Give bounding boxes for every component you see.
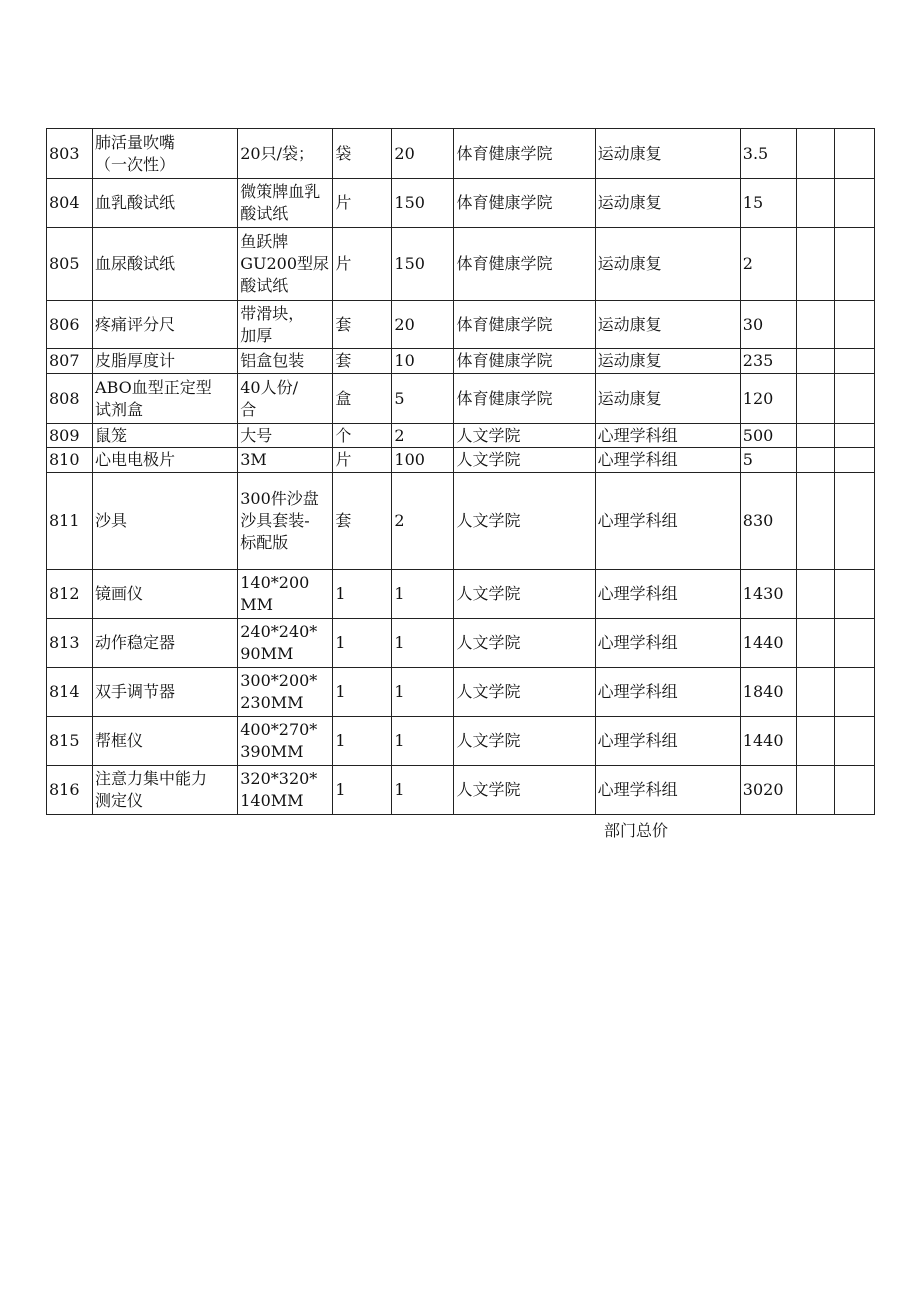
cell-name: 沙具 [93, 473, 238, 570]
cell-qty: 2 [392, 473, 454, 570]
cell-group: 运动康复 [595, 349, 740, 374]
cell-price: 830 [740, 473, 796, 570]
cell-no: 814 [47, 668, 93, 717]
cell-qty: 5 [392, 374, 454, 424]
cell-spec: 40人份/ 合 [238, 374, 333, 424]
cell-empty [796, 766, 834, 815]
cell-group: 运动康复 [595, 179, 740, 228]
cell-group: 运动康复 [595, 228, 740, 301]
cell-empty [834, 717, 874, 766]
cell-unit: 片 [333, 448, 392, 473]
cell-empty [796, 668, 834, 717]
cell-name: 帮框仪 [93, 717, 238, 766]
table-row [47, 301, 875, 349]
cell-qty: 2 [392, 424, 454, 448]
cell-qty: 20 [392, 129, 454, 179]
cell-dept: 人文学院 [454, 766, 595, 815]
cell-price: 1440 [740, 619, 796, 668]
cell-price: 1440 [740, 717, 796, 766]
table-row [47, 424, 875, 448]
cell-no: 807 [47, 349, 93, 374]
table-row [47, 668, 875, 717]
cell-empty [834, 301, 874, 349]
cell-empty [796, 717, 834, 766]
cell-spec: 鱼跃牌 GU200型尿 酸试纸 [238, 228, 333, 301]
cell-qty: 1 [392, 766, 454, 815]
cell-spec: 300件沙盘 沙具套装- 标配版 [238, 473, 333, 570]
cell-empty [796, 129, 834, 179]
cell-name: 心电电极片 [93, 448, 238, 473]
cell-group: 心理学科组 [595, 766, 740, 815]
cell-empty [796, 448, 834, 473]
cell-qty: 20 [392, 301, 454, 349]
cell-dept: 人文学院 [454, 717, 595, 766]
table-row [47, 570, 875, 619]
cell-spec: 3M [238, 448, 333, 473]
cell-spec: 微策牌血乳 酸试纸 [238, 179, 333, 228]
cell-dept: 人文学院 [454, 668, 595, 717]
cell-spec: 带滑块， 加厚 [238, 301, 333, 349]
cell-price: 5 [740, 448, 796, 473]
equipment-table [46, 128, 875, 815]
cell-no: 808 [47, 374, 93, 424]
cell-empty [796, 228, 834, 301]
cell-dept: 体育健康学院 [454, 179, 595, 228]
cell-name: 肺活量吹嘴 （一次性） [93, 129, 238, 179]
cell-spec: 400*270* 390MM [238, 717, 333, 766]
cell-empty [796, 301, 834, 349]
cell-dept: 人文学院 [454, 424, 595, 448]
cell-unit: 套 [333, 349, 392, 374]
cell-no: 803 [47, 129, 93, 179]
cell-spec: 320*320* 140MM [238, 766, 333, 815]
cell-qty: 1 [392, 570, 454, 619]
cell-name: 双手调节器 [93, 668, 238, 717]
cell-empty [834, 619, 874, 668]
table-row [47, 129, 875, 179]
cell-qty: 150 [392, 228, 454, 301]
cell-name: 疼痛评分尺 [93, 301, 238, 349]
cell-dept: 人文学院 [454, 448, 595, 473]
cell-price: 120 [740, 374, 796, 424]
cell-dept: 人文学院 [454, 570, 595, 619]
cell-name: 镜画仪 [93, 570, 238, 619]
cell-dept: 体育健康学院 [454, 228, 595, 301]
cell-qty: 1 [392, 717, 454, 766]
table-row [47, 717, 875, 766]
cell-group: 运动康复 [595, 301, 740, 349]
table-body [47, 129, 875, 815]
cell-name: 血尿酸试纸 [93, 228, 238, 301]
table-row [47, 766, 875, 815]
cell-price: 30 [740, 301, 796, 349]
cell-name: 皮脂厚度计 [93, 349, 238, 374]
cell-empty [834, 766, 874, 815]
cell-empty [834, 424, 874, 448]
cell-name: 血乳酸试纸 [93, 179, 238, 228]
cell-unit: 1 [333, 717, 392, 766]
cell-unit: 1 [333, 766, 392, 815]
cell-dept: 人文学院 [454, 473, 595, 570]
cell-name: 动作稳定器 [93, 619, 238, 668]
cell-unit: 片 [333, 179, 392, 228]
cell-no: 816 [47, 766, 93, 815]
cell-unit: 1 [333, 668, 392, 717]
cell-price: 3.5 [740, 129, 796, 179]
cell-empty [796, 619, 834, 668]
cell-dept: 人文学院 [454, 619, 595, 668]
cell-empty [796, 374, 834, 424]
cell-spec: 140*200 MM [238, 570, 333, 619]
cell-unit: 1 [333, 619, 392, 668]
cell-qty: 1 [392, 668, 454, 717]
cell-unit: 1 [333, 570, 392, 619]
cell-no: 806 [47, 301, 93, 349]
cell-group: 心理学科组 [595, 668, 740, 717]
cell-dept: 体育健康学院 [454, 349, 595, 374]
cell-dept: 体育健康学院 [454, 129, 595, 179]
cell-price: 500 [740, 424, 796, 448]
table-row [47, 374, 875, 424]
cell-qty: 1 [392, 619, 454, 668]
cell-group: 运动康复 [595, 374, 740, 424]
cell-name: ABO血型正定型 试剂盒 [93, 374, 238, 424]
cell-empty [834, 228, 874, 301]
cell-no: 810 [47, 448, 93, 473]
cell-spec: 大号 [238, 424, 333, 448]
cell-unit: 盒 [333, 374, 392, 424]
cell-group: 心理学科组 [595, 570, 740, 619]
cell-price: 235 [740, 349, 796, 374]
cell-group: 心理学科组 [595, 448, 740, 473]
table-row [47, 619, 875, 668]
cell-no: 804 [47, 179, 93, 228]
table-row [47, 473, 875, 570]
cell-unit: 片 [333, 228, 392, 301]
cell-name: 鼠笼 [93, 424, 238, 448]
cell-spec: 240*240* 90MM [238, 619, 333, 668]
cell-unit: 套 [333, 301, 392, 349]
cell-empty [796, 424, 834, 448]
cell-no: 805 [47, 228, 93, 301]
cell-empty [796, 473, 834, 570]
cell-group: 运动康复 [595, 129, 740, 179]
cell-empty [834, 448, 874, 473]
cell-unit: 个 [333, 424, 392, 448]
cell-price: 3020 [740, 766, 796, 815]
cell-empty [834, 179, 874, 228]
cell-price: 15 [740, 179, 796, 228]
cell-empty [834, 570, 874, 619]
cell-no: 809 [47, 424, 93, 448]
cell-spec: 300*200* 230MM [238, 668, 333, 717]
table-row [47, 448, 875, 473]
table-row [47, 179, 875, 228]
cell-price: 2 [740, 228, 796, 301]
cell-empty [796, 179, 834, 228]
cell-name: 注意力集中能力 测定仪 [93, 766, 238, 815]
cell-unit: 套 [333, 473, 392, 570]
cell-no: 815 [47, 717, 93, 766]
department-total-label: 部门总价 [604, 821, 669, 840]
cell-price: 1840 [740, 668, 796, 717]
cell-group: 心理学科组 [595, 473, 740, 570]
cell-spec: 20只/袋； [238, 129, 333, 179]
cell-dept: 体育健康学院 [454, 301, 595, 349]
cell-empty [834, 374, 874, 424]
cell-empty [796, 570, 834, 619]
cell-spec: 铝盒包装 [238, 349, 333, 374]
cell-qty: 150 [392, 179, 454, 228]
cell-no: 813 [47, 619, 93, 668]
cell-qty: 10 [392, 349, 454, 374]
cell-dept: 体育健康学院 [454, 374, 595, 424]
cell-empty [834, 668, 874, 717]
cell-no: 811 [47, 473, 93, 570]
cell-empty [834, 473, 874, 570]
cell-empty [834, 129, 874, 179]
cell-empty [796, 349, 834, 374]
cell-group: 心理学科组 [595, 619, 740, 668]
cell-price: 1430 [740, 570, 796, 619]
cell-empty [834, 349, 874, 374]
table-row [47, 349, 875, 374]
cell-no: 812 [47, 570, 93, 619]
cell-qty: 100 [392, 448, 454, 473]
cell-group: 心理学科组 [595, 717, 740, 766]
cell-group: 心理学科组 [595, 424, 740, 448]
table-row [47, 228, 875, 301]
cell-unit: 袋 [333, 129, 392, 179]
